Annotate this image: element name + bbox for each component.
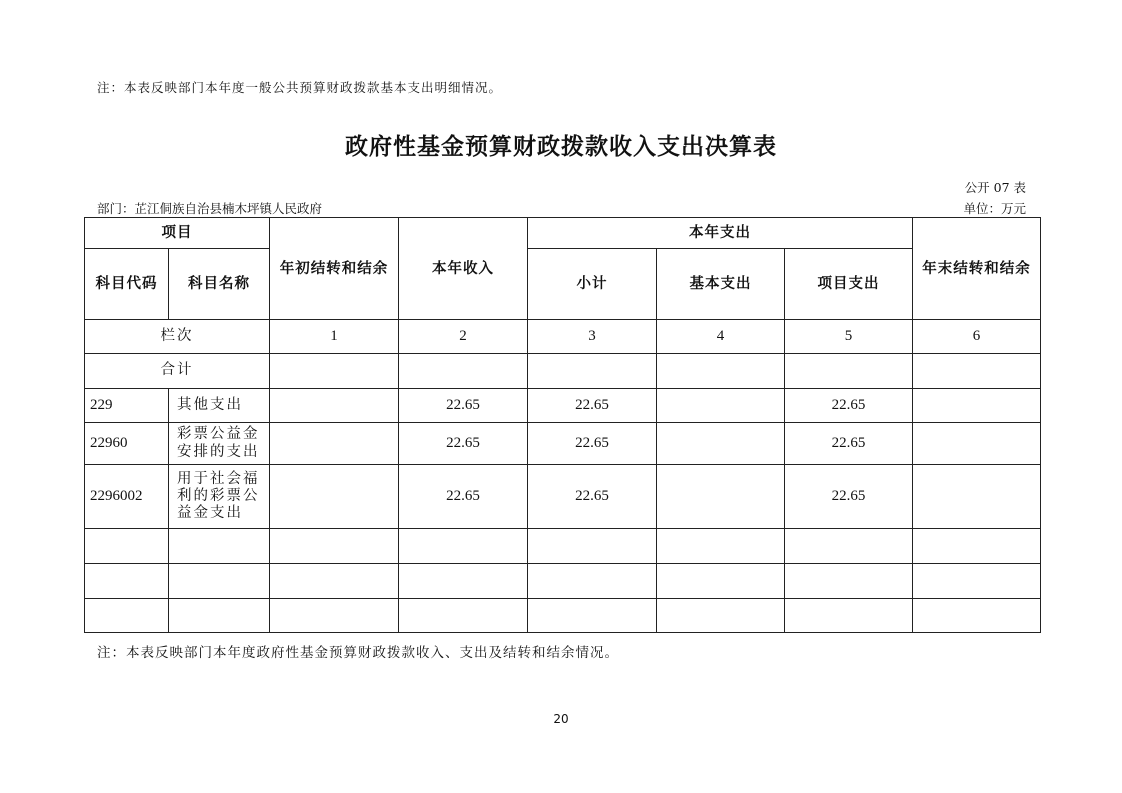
begin-balance-value (270, 423, 399, 465)
income-value: 22.65 (399, 423, 528, 465)
total-label: 合计 (85, 354, 270, 389)
table-cell (657, 529, 785, 564)
column-number-row (85, 320, 1041, 354)
basic-value (657, 423, 785, 465)
header-code: 科目代码 (85, 249, 169, 320)
table-cell (399, 529, 528, 564)
end-balance-value (913, 423, 1041, 465)
table-number: 公开 07 表 (964, 180, 1026, 195)
subtotal-value: 22.65 (528, 423, 657, 465)
end-balance-value (913, 465, 1041, 529)
subject-code: 2296002 (85, 465, 169, 529)
end-balance-value (913, 389, 1041, 423)
table-cell (785, 354, 913, 389)
department-label: 部门：芷江侗族自治县楠木坪镇人民政府 (97, 201, 323, 216)
table-cell (913, 354, 1041, 389)
empty-row (85, 599, 1041, 633)
table-cell (85, 599, 169, 633)
header-project: 项目支出 (785, 249, 913, 320)
table-cell (785, 529, 913, 564)
header-expense: 本年支出 (528, 218, 913, 249)
total-row (85, 354, 1041, 389)
subject-code: 22960 (85, 423, 169, 465)
project-value: 22.65 (785, 465, 913, 529)
table-cell (528, 354, 657, 389)
table-cell (785, 599, 913, 633)
table-cell (657, 564, 785, 599)
page-title: 政府性基金预算财政拨款收入支出决算表 (345, 133, 777, 160)
table-cell (657, 354, 785, 389)
budget-table (84, 217, 1041, 633)
header-item: 项目 (85, 218, 270, 249)
table-cell (528, 599, 657, 633)
header-name: 科目名称 (169, 249, 270, 320)
header-subtotal: 小计 (528, 249, 657, 320)
table-cell (270, 354, 399, 389)
begin-balance-value (270, 465, 399, 529)
column-number: 2 (399, 320, 528, 354)
table-cell (913, 529, 1041, 564)
column-number: 1 (270, 320, 399, 354)
income-value: 22.65 (399, 465, 528, 529)
basic-value (657, 465, 785, 529)
column-number: 6 (913, 320, 1041, 354)
header-basic: 基本支出 (657, 249, 785, 320)
table-cell (85, 564, 169, 599)
header-end-balance: 年末结转和结余 (913, 218, 1041, 320)
table-row (85, 423, 1041, 465)
bottom-note: 注：本表反映部门本年度政府性基金预算财政拨款收入、支出及结转和结余情况。 (97, 645, 619, 661)
subject-code: 229 (85, 389, 169, 423)
header-begin-balance: 年初结转和结余 (270, 218, 399, 320)
header-income: 本年收入 (399, 218, 528, 320)
basic-value (657, 389, 785, 423)
table-row (85, 389, 1041, 423)
column-number: 5 (785, 320, 913, 354)
empty-row (85, 529, 1041, 564)
table-cell (785, 564, 913, 599)
table-row (85, 465, 1041, 529)
table-cell (85, 529, 169, 564)
empty-row (85, 564, 1041, 599)
table-cell (169, 564, 270, 599)
column-number: 4 (657, 320, 785, 354)
unit-label: 单位：万元 (963, 201, 1026, 216)
subject-name: 用于社会福利的彩票公益金支出 (169, 465, 270, 529)
page-number: 20 (553, 712, 569, 726)
table-cell (270, 599, 399, 633)
table-cell (399, 354, 528, 389)
table-cell (913, 599, 1041, 633)
subtotal-value: 22.65 (528, 389, 657, 423)
table-cell (399, 564, 528, 599)
subject-name: 彩票公益金安排的支出 (169, 423, 270, 465)
table-cell (399, 599, 528, 633)
subject-name: 其他支出 (169, 389, 270, 423)
subtotal-value: 22.65 (528, 465, 657, 529)
table-cell (270, 564, 399, 599)
column-number: 3 (528, 320, 657, 354)
project-value: 22.65 (785, 423, 913, 465)
project-value: 22.65 (785, 389, 913, 423)
table-cell (528, 529, 657, 564)
table-cell (657, 599, 785, 633)
table-cell (913, 564, 1041, 599)
income-value: 22.65 (399, 389, 528, 423)
column-label: 栏次 (85, 320, 270, 354)
table-cell (528, 564, 657, 599)
begin-balance-value (270, 389, 399, 423)
table-cell (169, 599, 270, 633)
table-cell (169, 529, 270, 564)
table-cell (270, 529, 399, 564)
top-note: 注：本表反映部门本年度一般公共预算财政拨款基本支出明细情况。 (97, 80, 503, 95)
